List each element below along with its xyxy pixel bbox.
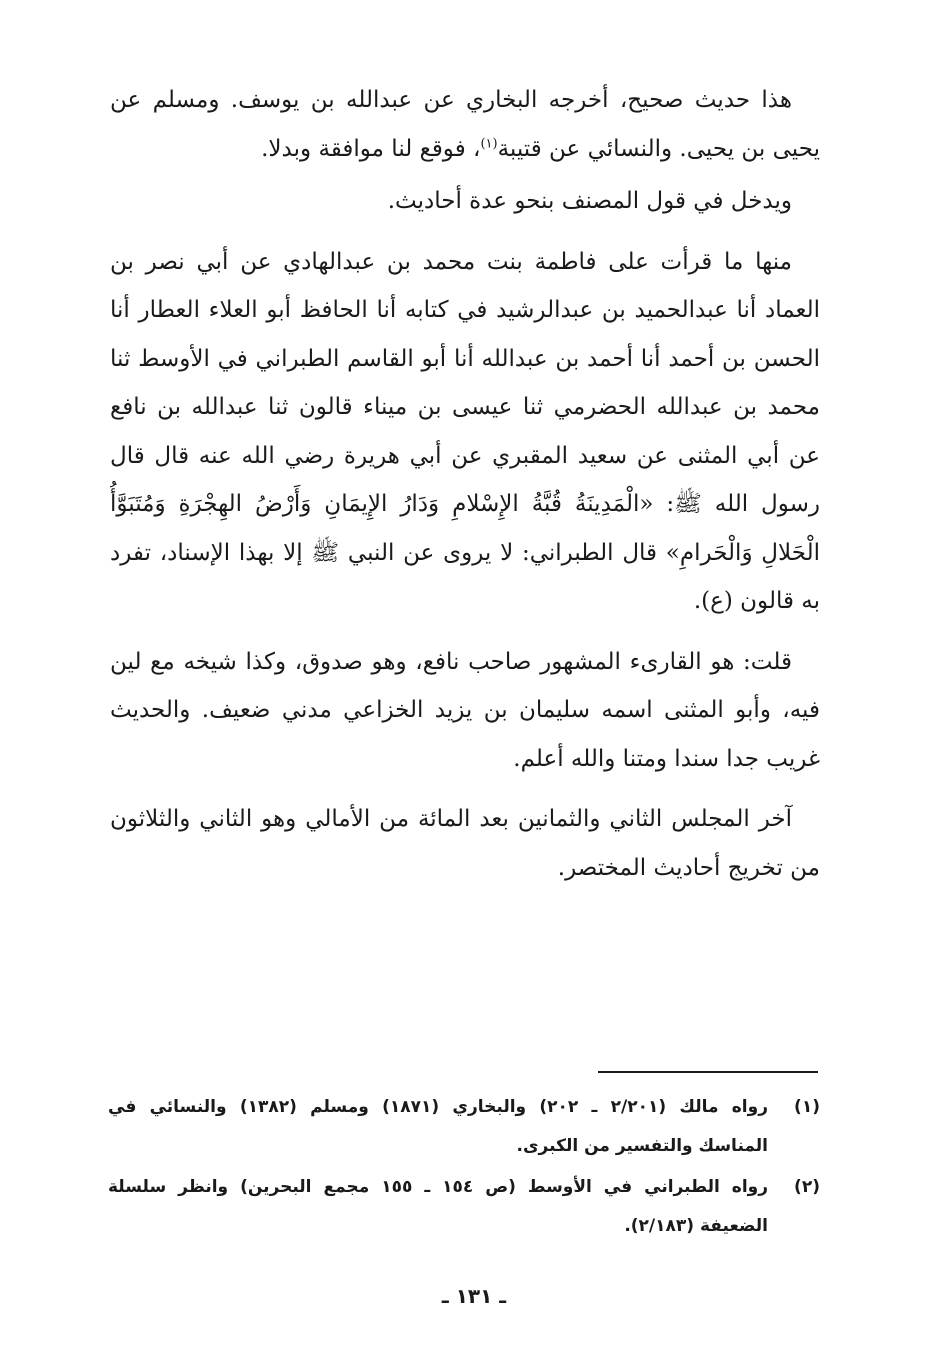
paragraph-1-text-after: ، فوقع لنا موافقة وبدلا. [261, 135, 481, 162]
footnote-ref-1[interactable]: (١) [480, 135, 498, 151]
footnote-2-number: (٢) [794, 1177, 820, 1197]
footnote-2 [108, 1168, 820, 1246]
footnote-1-text: رواه مالك (٢/٢٠١ ـ ٢٠٢) والبخاري (١٨٧١) ومسلم (١٣٨٢) والنسائي في المناسك والتفسير من الكبرى. [108, 1097, 768, 1156]
paragraph-1 [110, 76, 820, 173]
footnote-divider [598, 1071, 818, 1073]
paragraph-4: قلت: هو القارىء المشهور صاحب نافع، وهو صدوق، وكذا شيخه مع لين فيه، وأبو المثنى اسمه سليمان بن يزيد الخزاعي مدني ضعيف. والحديث غريب جدا سندا ومتنا والله أعلم. [110, 648, 820, 772]
paragraph-5: آخر المجلس الثاني والثمانين بعد المائة من الأمالي وهو الثاني والثلاثون من تخريج أحاديث المختصر. [110, 806, 820, 881]
paragraph-3: منها ما قرأت على فاطمة بنت محمد بن عبدالهادي عن أبي نصر بن العماد أنا عبدالحميد بن عبدالرشيد في كتابه أنا الحافظ أبو العلاء العطار أنا الحسن بن أحمد أنا أحمد بن عبدالله أنا أبو القاسم الطبراني في الأوسط ثنا محمد بن عبدالله الحضرمي ثنا عيسى بن ميناء قالون ثنا عبدالله بن نافع عن أبي المثنى عن سعيد المقبري عن أبي هريرة رضي الله عنه قال قال رسول الله ﷺ: «الْمَدِينَةُ قُبَّةُ الإِسْلامِ وَدَارُ الإِيمَانِ وَأَرْضُ الهِجْرَةِ وَمُتَبَوَّأُ الْحَلالِ وَالْحَرامِ» قال الطبراني: لا يروى عن النبي ﷺ إلا بهذا الإسناد، تفرد به قالون (ع). [110, 248, 820, 614]
page-number: ـ ١٣١ ـ [441, 1284, 507, 1308]
footnote-2-text: رواه الطبراني في الأوسط (ص ١٥٤ ـ ١٥٥ مجمع البحرين) وانظر سلسلة الضعيفة (٢/١٨٣). [108, 1177, 768, 1236]
footnote-1 [108, 1088, 820, 1166]
footnotes [108, 1088, 820, 1248]
paragraph-1-text: هذا حديث صحيح، أخرجه البخاري عن عبدالله بن يوسف. ومسلم عن يحيى بن يحيى. والنسائي عن قتيبة [110, 87, 820, 162]
paragraph-2: ويدخل في قول المصنف بنحو عدة أحاديث. [387, 188, 792, 214]
footnote-1-number: (١) [794, 1097, 820, 1117]
main-text [110, 76, 820, 904]
